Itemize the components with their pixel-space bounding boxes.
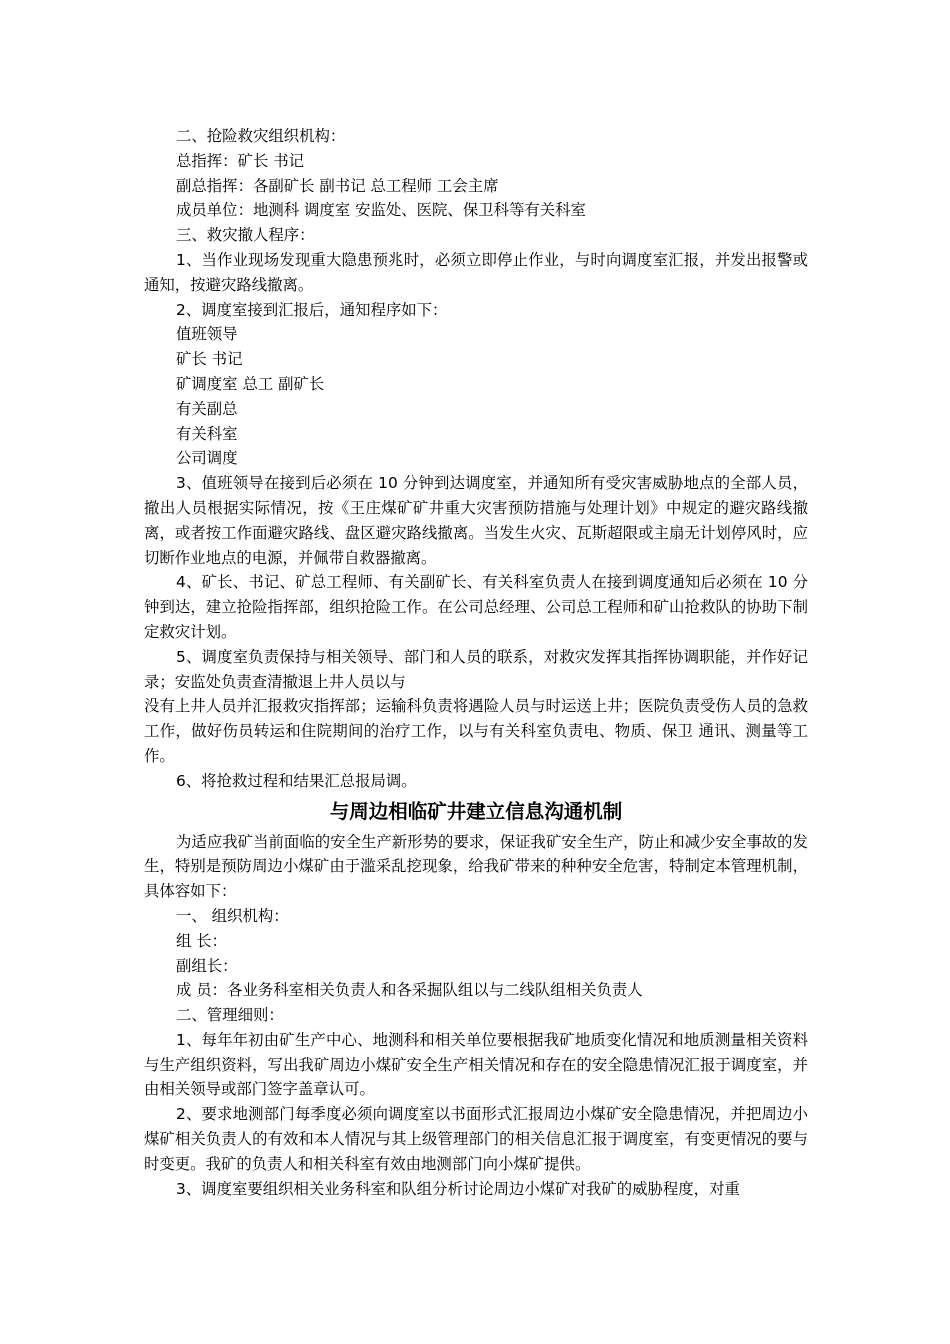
notification-chain-item: 有关副总 xyxy=(176,399,238,418)
rule-item-3: 3、调度室要组织相关业务科室和队组分析讨论周边小煤矿对我矿的威胁程度，对重 xyxy=(176,1179,740,1198)
procedure-item-1: 1、当作业现场发现重大隐患预兆时，必须立即停止作业，与时向调度室汇报，并发出报警或通知，按避灾路线撤离。 xyxy=(144,250,808,294)
procedure-item-2: 2、调度室接到汇报后，通知程序如下： xyxy=(176,300,448,319)
org-structure-heading: 二、抢险救灾组织机构： xyxy=(176,127,346,145)
intro-paragraph: 为适应我矿当前面临的安全生产新形势的要求，保证我矿安全生产，防止和减少安全事故的发生，特别是预防周边小煤矿由于滥采乱挖现象，给我矿带来的种种安全危害，特制定本管理机制，具体容如下： xyxy=(144,832,808,901)
commander-line: 总指挥：矿长 书记 xyxy=(176,151,305,170)
notification-chain-item: 值班领导 xyxy=(176,325,238,344)
procedure-item-6: 6、将抢救过程和结果汇总报局调。 xyxy=(176,771,417,790)
group-leader-line: 组 长： xyxy=(176,931,228,950)
rule-item-1: 1、每年年初由矿生产中心、地测科和相关单位要根据我矿地质变化情况和地质测量相关资料与生产组织资料，写出我矿周边小煤矿安全生产相关情况和存在的安全隐患情况汇报于调度室，并由相关领导或部门签字盖章认可。 xyxy=(144,1030,808,1099)
procedure-item-5-part-1: 5、调度室负责保持与相关领导、部门和人员的联系，对救灾发挥其指挥协调职能，并作好记录；安监处负责查清撤退上井人员以与 xyxy=(144,647,808,691)
notification-chain-item: 有关科室 xyxy=(176,424,238,443)
management-rules-heading: 二、管理细则： xyxy=(176,1006,284,1025)
vice-leader-line: 副组长： xyxy=(176,956,238,975)
deputy-commander-line: 副总指挥：各副矿长 副书记 总工程师 工会主席 xyxy=(176,176,499,195)
procedure-item-5-part-2: 没有上井人员并汇报救灾指挥部；运输科负责将遇险人员与时运送上井；医院负责受伤人员的急救工作，做好伤员转运和住院期间的治疗工作，以与有关科室负责电、物质、保卫 通讯、测量等工作。 xyxy=(144,697,808,765)
procedure-item-3: 3、值班领导在接到后必须在 10 分钟到达调度室，并通知所有受灾害威胁地点的全部人员，撤出人员根据实际情况，按《王庄煤矿矿井重大灾害预防措施与处理计划》中规定的避灾路线撤离，或者按工作面避灾路线、盘区避灾路线撤离。当发生火灾、瓦斯超限或主扇无计划停风时，应切断作业地点的电源，并佩带自救器撤离。 xyxy=(144,474,808,567)
organization-heading: 一、 组织机构： xyxy=(176,906,289,925)
notification-chain-item: 公司调度 xyxy=(176,449,238,468)
evacuation-procedure-heading: 三、救灾撤人程序： xyxy=(176,226,315,245)
group-members-line: 成 员：各业务科室相关负责人和各采掘队组以与二线队组相关负责人 xyxy=(176,981,643,1000)
procedure-item-4: 4、矿长、书记、矿总工程师、有关副矿长、有关科室负责人在接到调度通知后必须在 10 分钟到达，建立抢险指挥部，组织抢险工作。在公司总经理、公司总工程师和矿山抢救队的协助下制定救灾计划。 xyxy=(144,573,808,641)
member-units-line: 成员单位：地测科 调度室 安监处、医院、保卫科等有关科室 xyxy=(176,201,586,220)
rule-item-2: 2、要求地测部门每季度必须向调度室以书面形式汇报周边小煤矿安全隐患情况，并把周边小煤矿相关负责人的有效和本人情况与其上级管理部门的相关信息汇报于调度室，有变更情况的要与时变更。我矿的负责人和相关科室有效由地测部门向小煤矿提供。 xyxy=(144,1105,808,1173)
section-title: 与周边相临矿井建立信息沟通机制 xyxy=(329,799,623,823)
notification-chain-item: 矿调度室 总工 副矿长 xyxy=(176,374,325,393)
document-page xyxy=(144,124,808,1201)
notification-chain-item: 矿长 书记 xyxy=(176,350,243,369)
